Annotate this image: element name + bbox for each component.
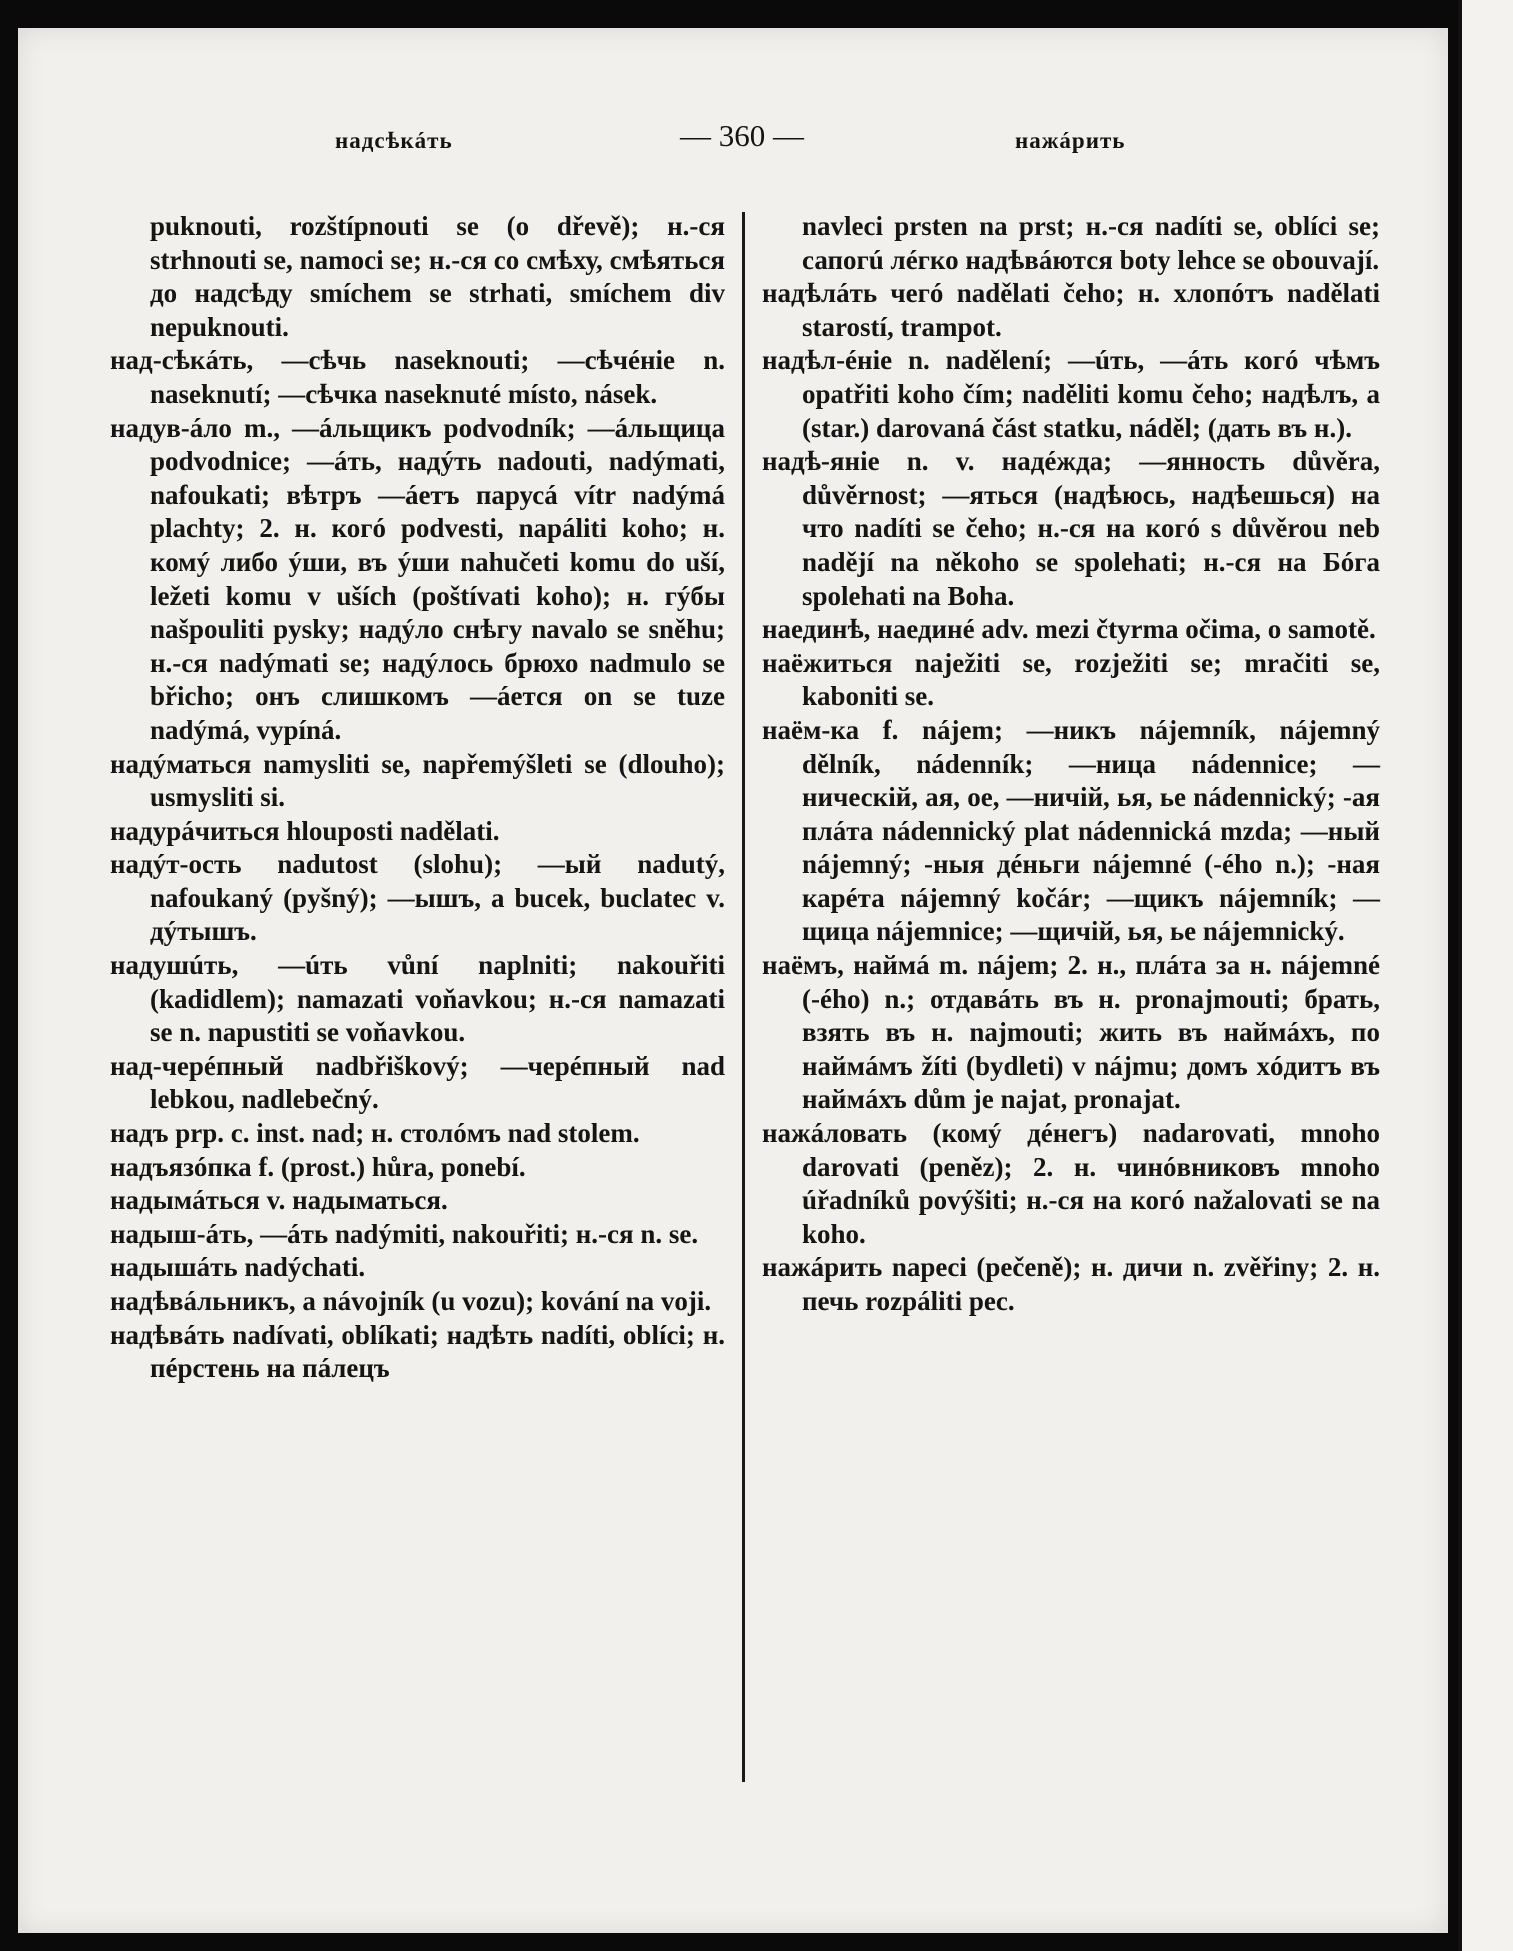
- dictionary-entry: надѣлáть чегó nadělati čeho; н. хлопóтъ nadělati starostí, trampot.: [762, 278, 1380, 342]
- right-column: [762, 210, 1380, 1319]
- dictionary-entry: надышáть nadýchati.: [110, 1252, 366, 1283]
- dictionary-entry: надурáчиться hlouposti nadělati.: [110, 815, 500, 846]
- left-running-head: надсѣкáть: [335, 128, 453, 153]
- next-page-edge: [1458, 0, 1513, 1951]
- page-header: [0, 118, 1513, 162]
- dictionary-entry: надъ prp. c. inst. nad; н. столóмъ nad stolem.: [110, 1118, 640, 1149]
- dictionary-entry: navleci prsten na prst; н.-ся nadíti se, oblíci se; сапогú лéгко надѣвáются boty lehce se obouvají.: [802, 211, 1380, 275]
- dictionary-entry: puknouti, rozštípnouti se (o dřevě); н.-ся strhnouti se, namoci se; н.-ся со смѣху, смѣяться до надсѣду smíchem se strhati, smíchem div nepuknouti.: [150, 211, 725, 342]
- dictionary-entry: надѣвáльникъ, a návojník (u vozu); kování na voji.: [110, 1286, 712, 1316]
- dictionary-entry: надув-áло m., —áльщикъ podvodník; —áльщица podvodnice; —áть, надýть nadouti, nadýmati, nafoukati; вѣтръ —áетъ парусá vítr nadýmá plachty; 2. н. когó podvesti, napáliti koho; н. комý либо ýши, въ ýши nahučeti komu do uší, ležeti komu v uších (poštívati koho); н. гýбы našpouliti pysky; надýло снѣгу navalo se sněhu; н.-ся nadýmati se; надýлось брюхо nadmulo se břicho; онъ слишкомъ —áется on se tuze nadýmá, vypíná.: [110, 412, 725, 745]
- dictionary-entry: над-черéпный nadbřiškový; —черéпный nad lebkou, nadlebečný.: [110, 1050, 725, 1115]
- right-running-head: нажáрить: [1015, 128, 1126, 153]
- dictionary-entry: надѣл-éніе n. nadělení; —úть, —áть когó чѣмъ opatřiti koho čím; naděliti komu čeho; надѣлъ, a (star.) darovaná část statku, náděl; (дать въ н.).: [762, 345, 1380, 443]
- page-number: — 360 —: [680, 118, 804, 153]
- dictionary-entry: надыш-áть, —áть nadýmiti, nakouřiti; н.-ся n. se.: [110, 1218, 699, 1249]
- dictionary-entry: надъязóпка f. (prost.) hůra, ponebí.: [110, 1151, 526, 1182]
- dictionary-entry: наёмъ, наймá m. nájem; 2. н., плáта за н. nájemné (-ého) n.; отдавáть въ н. pronajmouti; брать, взять въ н. najmouti; жить въ наймáхъ, по наймáмъ žíti (bydleti) v nájmu; домъ хóдитъ въ наймáхъ dům je najat, pronajat.: [762, 950, 1380, 1115]
- dictionary-entry: надѣвáть nadívati, oblíkati; надѣть nadíti, oblíci; н. пéрстень на пáлецъ: [110, 1319, 725, 1384]
- dictionary-entry: надýматься namysliti se, napřemýšleti se (dlouho); usmysliti si.: [110, 748, 725, 813]
- column-divider: [742, 212, 745, 1782]
- left-column: [110, 210, 725, 1386]
- dictionary-entry: надушúть, —úть vůní naplniti; nakouřiti (kadidlem); namazati voňavkou; н.-ся namazati se n. napustiti se voňavkou.: [110, 950, 725, 1048]
- dictionary-entry: надѣ-яніе n. v. надéжда; —янность důvěra, důvěrnost; —яться (надѣюсь, надѣешься) на что nadíti se čeho; н.-ся на когó s důvěrou neb nadějí na někoho se spolehati; н.-ся на Бóга spolehati na Boha.: [762, 446, 1380, 611]
- dictionary-entry: наединѣ, наединé adv. mezi čtyrma očima, o samotě.: [762, 614, 1376, 645]
- dictionary-entry: над-сѣкáть, —сѣчь naseknouti; —сѣчéніе n. naseknutí; —сѣчка naseknuté místo, násek.: [110, 345, 725, 409]
- dictionary-entry: наём-ка f. nájem; —никъ nájemník, nájemný dělník, nádenník; —ница nádennice; —ническій, ая, ое, —ничій, ья, ье nádennický; -ая плáта nádennický plat nádennická mzda; —ный nájemný; -ныя дéньги nájemné (-ého n.); -ная карéта nájemný kočár; —щикъ nájemník; —щица nájemnice; —щичій, ья, ье nájemnický.: [762, 714, 1380, 947]
- dictionary-entry: наёжиться naježiti se, rozježiti se; mračiti se, kaboniti se.: [762, 647, 1380, 712]
- dictionary-entry: нажáрить napeci (pečeně); н. дичи n. zvěřiny; 2. н. печь rozpáliti pec.: [762, 1252, 1380, 1316]
- dictionary-entry: надымáться v. надыматься.: [110, 1185, 448, 1216]
- dictionary-entry: надýт-ость nadutost (slohu); —ый nadutý, nafoukaný (pyšný); —ышъ, a bucek, buclatec v. дýтышъ.: [110, 849, 725, 947]
- dictionary-entry: нажáловать (комý дéнегъ) nadarovati, mnoho darovati (peněz); 2. н. чинóвниковъ mnoho úřadníků povýšiti; н.-ся на когó nažalovati se na koho.: [762, 1118, 1380, 1249]
